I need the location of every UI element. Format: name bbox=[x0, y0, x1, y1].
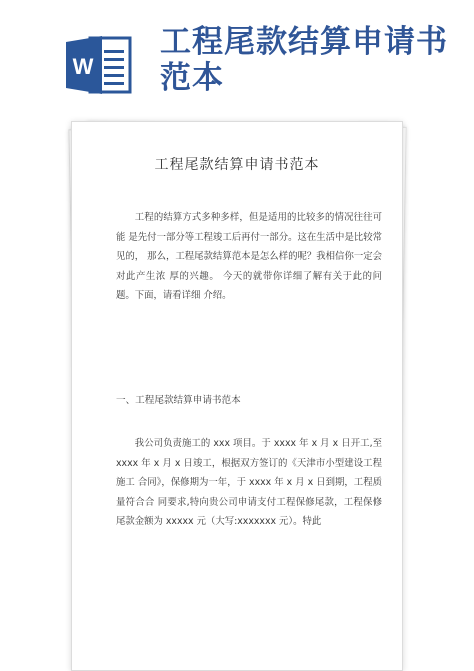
word-document-icon bbox=[66, 34, 132, 96]
body-paragraph: 我公司负责施工的 xxx 项目。于 xxxx 年 x 月 x 日开工,至 xxxx 年 x 月 x 日竣工，根据双方签订的《天津市小型建设工程施工 合同》，保修期为一年，于 xxxx 年 x 月 x 日到期，工程质量符合合 同要求,特向贵公司申请支付工程保修尾款，工程保修尾款金额为 xxxxx 元（大写:xxxxxxx 元）。特此 bbox=[116, 438, 382, 527]
document-title: 工程尾款结算申请书范本 bbox=[154, 157, 320, 173]
section-heading: 一、工程尾款结算申请书范本 bbox=[116, 395, 241, 406]
header-banner bbox=[0, 0, 474, 120]
intro-paragraph: 工程的结算方式多种多样，但是适用的比较多的情况往往可能 是先付一部分等工程竣工后再付一部分。这在生活中是比较常见的， 那么，工程尾款结算范本是怎么样的呢？我相信你一定会对此产生浓 厚的兴趣。 今天的就带你详细了解有关于此的问题。下面，请看详细 介绍。 bbox=[116, 212, 382, 301]
banner-title: 工程尾款结算申请书范本 bbox=[160, 24, 448, 96]
svg-text:W: W bbox=[72, 54, 94, 79]
document-page bbox=[71, 121, 403, 671]
